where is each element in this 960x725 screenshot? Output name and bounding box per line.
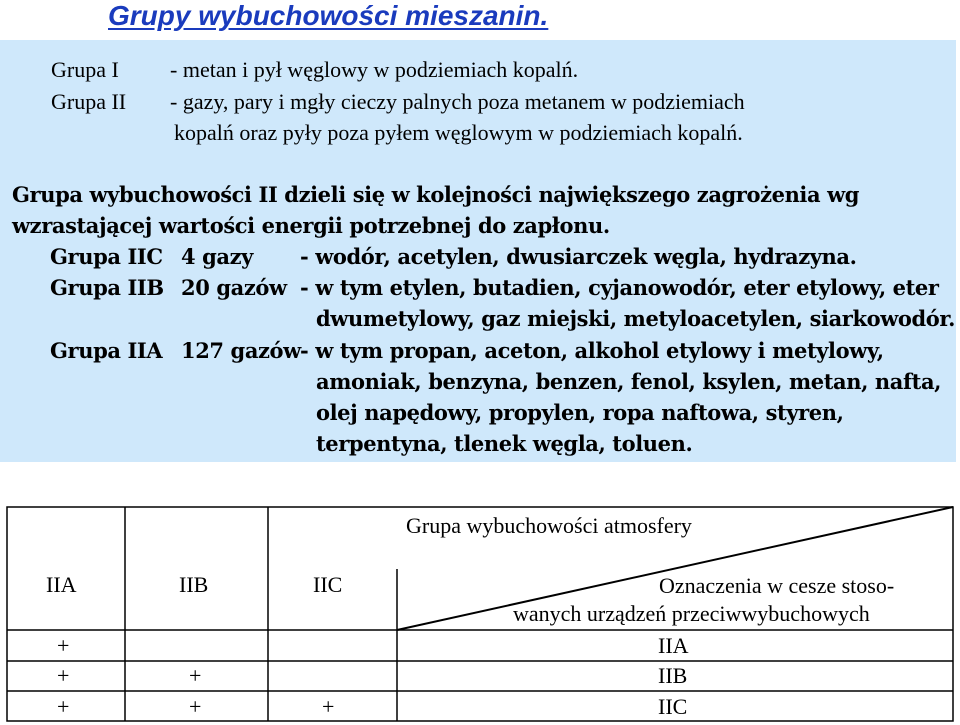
group-iic-label: Grupa IIC bbox=[50, 244, 163, 269]
table-row3-iic: + bbox=[322, 694, 335, 719]
table-row3-iia: + bbox=[57, 694, 70, 719]
group-i-description: - metan i pył węglowy w podziemiach kopalń. bbox=[170, 57, 579, 82]
group-iib-label: Grupa IIB bbox=[50, 275, 164, 300]
group-iia-description-line1: - w tym propan, aceton, alkohol etylowy i metylowy, bbox=[300, 338, 884, 363]
table-caption: Grupa wybuchowości atmosfery bbox=[406, 513, 692, 538]
group-iic-count: 4 gazy bbox=[181, 244, 253, 269]
group-iia-description-line4: terpentyna, tlenek węgla, toluen. bbox=[316, 431, 693, 456]
group-iic-description: - wodór, acetylen, dwusiarczek węgla, hydrazyna. bbox=[300, 244, 857, 269]
group-ii-description-line2: kopalń oraz pyły poza pyłem węglowym w podziemiach kopalń. bbox=[174, 120, 743, 145]
group-iia-label: Grupa IIA bbox=[50, 338, 163, 363]
table-row1-iia: + bbox=[57, 633, 70, 658]
page-title: Grupy wybuchowości mieszanin. bbox=[108, 0, 549, 31]
table-marking-header-line1: Oznaczenia w cesze stoso- bbox=[659, 573, 895, 598]
group-i-label: Grupa I bbox=[51, 57, 119, 82]
table-row1-marking: IIA bbox=[658, 633, 689, 658]
group-ii-intro-line1: Grupa wybuchowości II dzieli się w kolejności największego zagrożenia wg bbox=[12, 182, 860, 207]
group-ii-intro-line2: wzrastającej wartości energii potrzebnej do zapłonu. bbox=[12, 213, 610, 238]
group-ii-label: Grupa II bbox=[51, 89, 127, 114]
group-iib-description-line1: - w tym etylen, butadien, cyjanowodór, eter etylowy, eter bbox=[300, 275, 939, 300]
table-header-iib: IIB bbox=[179, 572, 209, 597]
table-row3-marking: IIC bbox=[658, 694, 688, 719]
group-iia-count: 127 gazów bbox=[181, 338, 301, 363]
group-iib-count: 20 gazów bbox=[181, 275, 287, 300]
table-marking-header-line2: wanych urządzeń przeciwwybuchowych bbox=[513, 601, 870, 626]
table-header-iia: IIA bbox=[46, 572, 77, 597]
group-iia-description-line3: olej napędowy, propylen, ropa naftowa, styren, bbox=[316, 400, 844, 425]
table-row3-iib: + bbox=[189, 694, 202, 719]
table-row2-marking: IIB bbox=[658, 663, 688, 688]
group-iib-description-line2: dwumetylowy, gaz miejski, metyloacetylen, siarkowodór. bbox=[316, 306, 956, 331]
table-row2-iib: + bbox=[189, 663, 202, 688]
group-iia-description-line2: amoniak, benzyna, benzen, fenol, ksylen, metan, nafta, bbox=[316, 369, 942, 394]
table-row2-iia: + bbox=[57, 663, 70, 688]
group-ii-description-line1: - gazy, pary i mgły cieczy palnych poza metanem w podziemiach bbox=[170, 89, 745, 114]
table-header-iic: IIC bbox=[313, 572, 343, 597]
